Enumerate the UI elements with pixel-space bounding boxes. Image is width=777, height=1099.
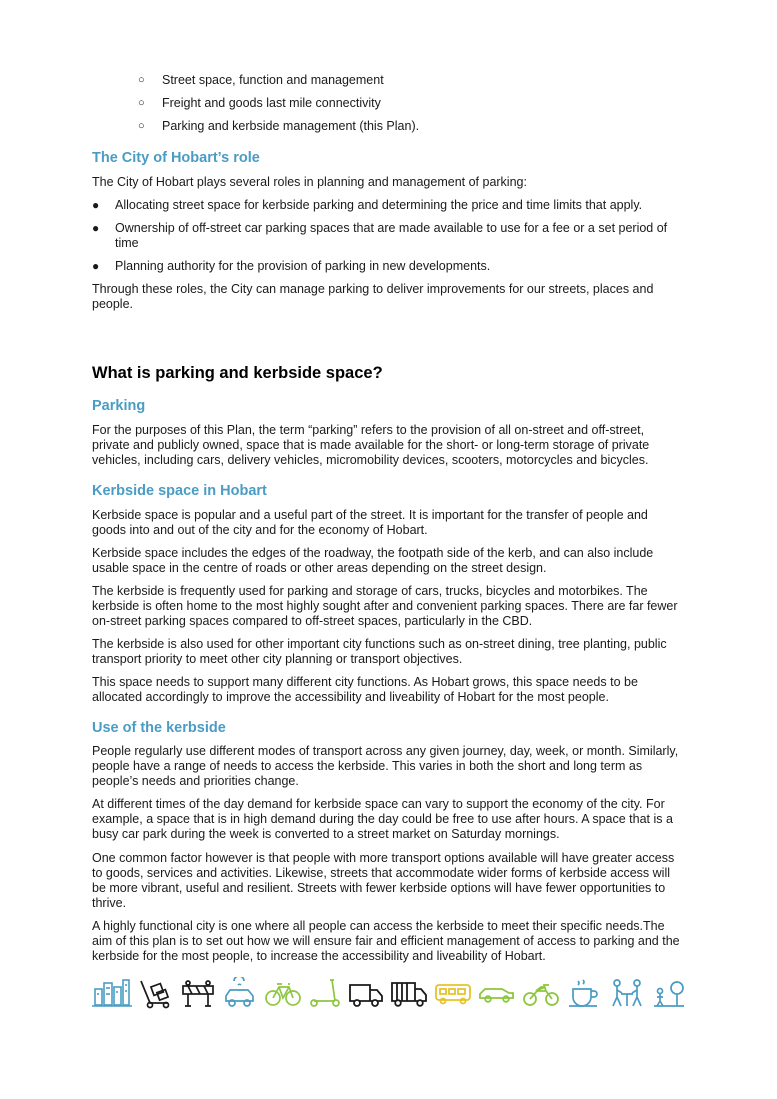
city-buildings-icon — [92, 977, 132, 1009]
kerbside-paragraph: The kerbside is frequently used for parking and storage of cars, trucks, bicycles and motorbikes. The kerbside is often home to the most highly sought after and convenient parking spaces. There are far fewer on-street parking spaces compared to off-street spaces, particularly in the CBD. — [92, 584, 678, 628]
cafe-dining-icon — [566, 977, 602, 1009]
role-closing: Through these roles, the City can manage parking to deliver improvements for our streets, places and people. — [92, 282, 654, 311]
section-heading-parking: Parking — [92, 398, 146, 414]
people-table-icon — [608, 977, 646, 1009]
list-item: ○ Freight and goods last mile connectivity — [138, 96, 381, 110]
bus-icon — [434, 977, 472, 1009]
car-share-icon — [222, 977, 258, 1009]
bullet-icon: ● — [92, 259, 100, 273]
bicycle-icon — [264, 977, 302, 1009]
section-heading-kerbside: Kerbside space in Hobart — [92, 483, 267, 499]
use-paragraph: A highly functional city is one where all people can access the kerbside to meet their specific needs.The aim of this plan is to set out how we will ensure fair and efficient management of access to parking and the kerbside for the most people, to increase the accessibility and liveability of Hobart. — [92, 919, 680, 963]
bullet-icon: ● — [92, 198, 100, 212]
section-heading-use: Use of the kerbside — [92, 720, 226, 736]
kerbside-paragraph: Kerbside space is popular and a useful part of the street. It is important for the transfer of people and goods into and out of the city and for the economy of Hobart. — [92, 508, 648, 537]
scooter-icon — [308, 977, 342, 1009]
page-title: What is parking and kerbside space? — [92, 364, 383, 382]
list-item: ● Planning authority for the provision of parking in new developments. — [92, 259, 491, 273]
kerbside-paragraph: Kerbside space includes the edges of the roadway, the footpath side of the kerb, and can also include usable space in the centre of roads or other areas depending on the street design. — [92, 546, 654, 575]
truck-icon — [390, 977, 428, 1009]
car-icon — [478, 977, 516, 1009]
circle-bullet-icon: ○ — [138, 74, 145, 86]
use-paragraph: One common factor however is that people with more transport options available will have greater access to goods, services and activities. Likewise, streets that accommodate wider forms of kerbside access will be more vibrant, useful and resilient. Streets with fewer kerbside options will have fewer opportunities to thrive. — [92, 851, 675, 910]
list-item: ○ Street space, function and management — [138, 73, 384, 87]
kerbside-paragraph: The kerbside is also used for other important city functions such as on-street dining, tree planting, public transport priority to meet other city planning or transport objectives. — [92, 637, 667, 666]
road-barrier-icon — [180, 977, 216, 1009]
role-intro: The City of Hobart plays several roles in planning and management of parking: — [92, 175, 527, 189]
sub-bullet-list — [138, 73, 419, 142]
use-paragraph: At different times of the day demand for kerbside space can vary to support the economy of the city. For example, a space that is in high demand during the day could be free to use after hours. A space that is a busy car park during the week is converted to a street market on Saturday mornings. — [92, 797, 673, 841]
bullet-icon: ● — [92, 221, 100, 235]
trees-person-icon — [652, 977, 686, 1009]
role-bullet-list — [92, 198, 684, 274]
circle-bullet-icon: ○ — [138, 97, 145, 109]
delivery-trolley-icon — [138, 977, 174, 1009]
van-icon — [348, 977, 384, 1009]
kerbside-paragraph: This space needs to support many different city functions. As Hobart grows, this space needs to be allocated accordingly to improve the accessibility and liveability of Hobart for the most people. — [92, 675, 638, 704]
circle-bullet-icon: ○ — [138, 120, 145, 132]
use-paragraph: People regularly use different modes of transport across any given journey, day, week, or month. Similarly, people have a range of needs to access the kerbside. This varies in both the short and long term as people’s needs and priorities change. — [92, 744, 679, 788]
list-item: ● Allocating street space for kerbside parking and determining the price and time limits that apply. — [92, 198, 643, 212]
motorcycle-icon — [522, 977, 560, 1009]
list-item: ○ Parking and kerbside management (this Plan). — [138, 119, 420, 133]
list-item: ● Ownership of off-street car parking spaces that are made available to use for a fee or a set period of time — [92, 221, 668, 250]
transport-icon-strip — [92, 976, 686, 1010]
section-heading-role: The City of Hobart’s role — [92, 150, 260, 166]
parking-text: For the purposes of this Plan, the term “parking” refers to the provision of all on-street and off-street, private and publicly owned, space that is made available for the short- or long-term storage of private vehicles, including cars, delivery vehicles, micromobility devices, scooters, motorcycles and bicycles. — [92, 423, 650, 467]
